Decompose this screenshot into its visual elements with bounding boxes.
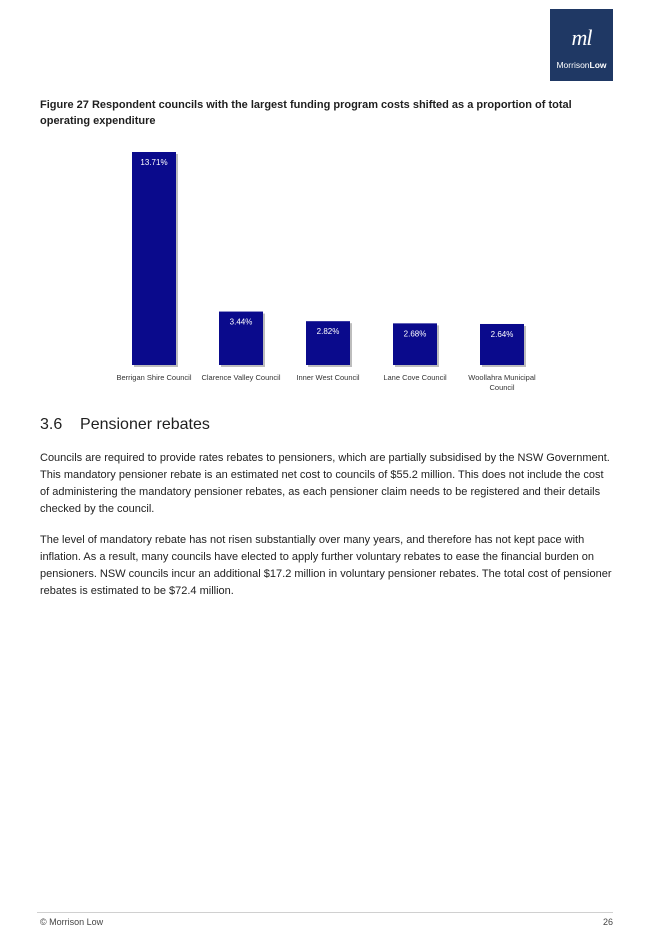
bar-data-label: 2.68%: [403, 329, 427, 339]
bar-chart: [100, 145, 560, 400]
figure-title: Figure 27 Respondent councils with the largest funding program costs shifted as a proportion of total operating expenditure: [40, 99, 572, 127]
section-heading: [40, 416, 210, 434]
logo-wordmark: [550, 60, 613, 70]
logo-name-part1: Morrison: [556, 60, 590, 70]
logo-mark: ml: [571, 25, 592, 50]
paragraph-2: The level of mandatory rebate has not risen substantially over many years, and therefore has not kept pace with inflation. As a result, many councils have elected to apply further voluntary rebates to ease the financial burden on pensioners. NSW councils incur an additional $17.2 million in voluntary pensioner rebates. The total cost of pensioner rebates is estimated to be $72.4 million.: [40, 534, 612, 597]
bar-data-label: 2.82%: [316, 327, 340, 337]
bar-data-label: 13.71%: [140, 158, 168, 167]
section-title: Pensioner rebates: [80, 416, 210, 433]
footer-divider: [37, 912, 613, 913]
logo-name-part2: Low: [589, 60, 607, 70]
category-label: Berrigan Shire Council: [116, 373, 192, 382]
bar: [132, 152, 176, 365]
category-label: Inner West Council: [296, 373, 360, 382]
bar-data-label: 2.64%: [490, 329, 514, 339]
page-number: 26: [602, 917, 613, 927]
category-label: Council: [489, 383, 515, 392]
paragraph-1: Councils are required to provide rates rebates to pensioners, which are partially subsidised by the NSW Government. This mandatory pensioner rebate is an estimated net cost to councils of $55.2 million. This does not include the cost of administering the mandatory pensioner rebates, as each pensioner claim needs to be registered and their details checked by the council.: [40, 452, 610, 515]
section-number: 3.6: [40, 416, 63, 433]
category-label: Clarence Valley Council: [201, 373, 281, 382]
footer-copyright: © Morrison Low: [40, 917, 104, 927]
category-label: Woollahra Municipal: [468, 373, 536, 382]
category-label: Lane Cove Council: [383, 373, 447, 382]
morrison-low-logo: [550, 9, 613, 81]
bar-data-label: 3.44%: [229, 317, 253, 327]
